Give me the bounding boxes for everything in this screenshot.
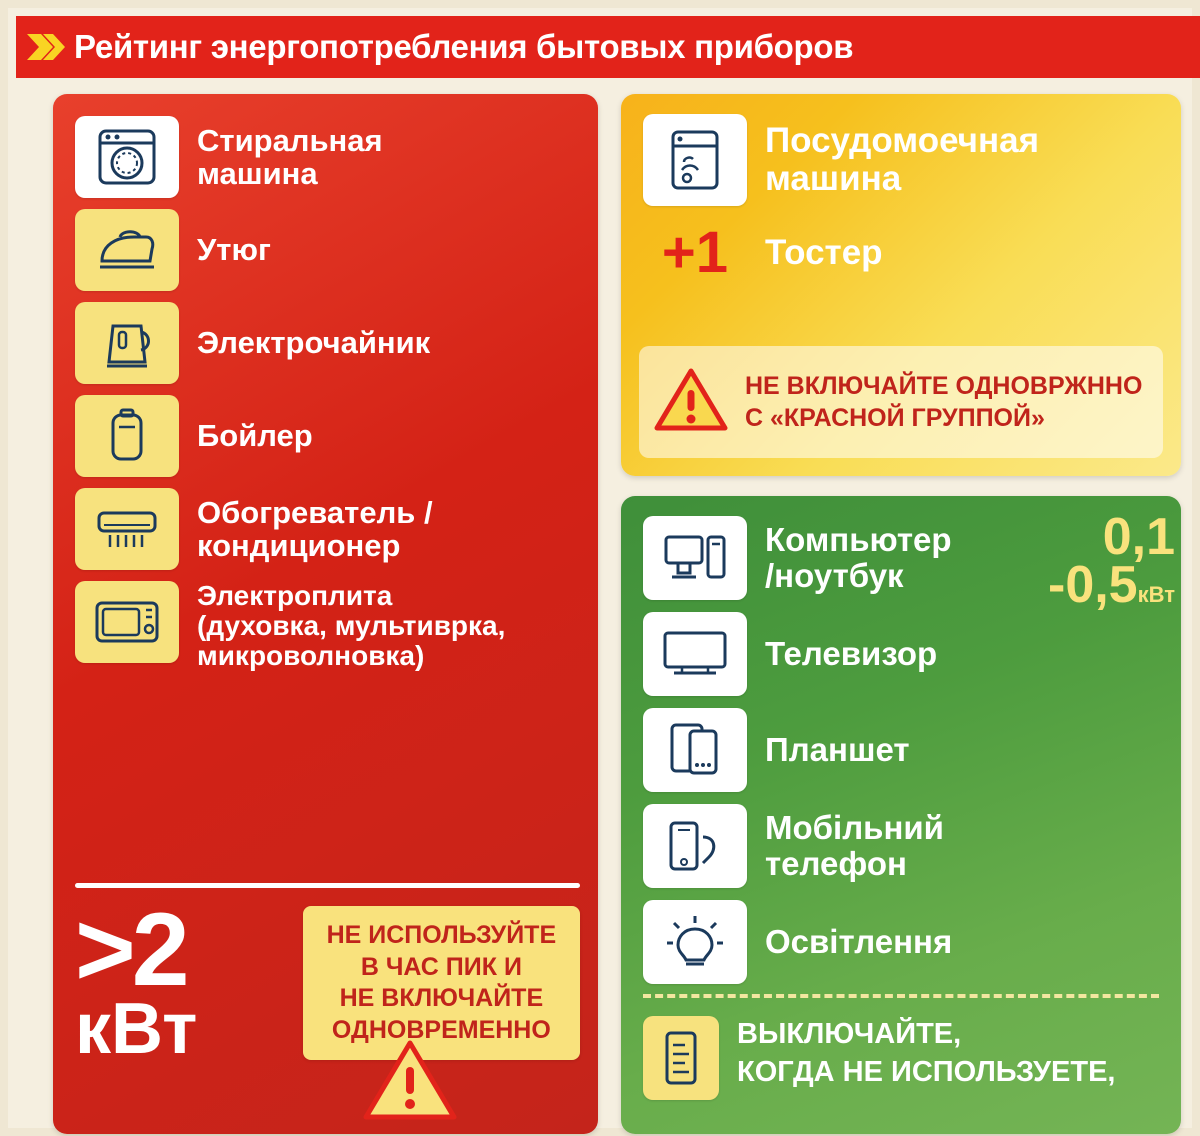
list-item <box>643 612 1163 696</box>
red-power-block <box>75 892 580 1106</box>
list-item <box>75 581 580 672</box>
page-title: Рейтинг энергопотребления бытовых приборов <box>74 28 854 65</box>
double-chevron-logo <box>16 16 74 78</box>
green-power-unit: кВт <box>1137 581 1175 607</box>
lightbulb-icon <box>643 900 747 984</box>
air-conditioner-icon <box>75 488 179 570</box>
list-item-label: Бойлер <box>197 418 313 454</box>
yellow-warning-box <box>639 346 1163 458</box>
yellow-group-panel <box>621 94 1181 476</box>
boiler-icon <box>75 395 179 477</box>
divider <box>75 883 580 888</box>
dashed-divider <box>643 994 1159 998</box>
list-item <box>643 114 1163 206</box>
red-group-panel <box>53 94 598 1134</box>
green-group-panel <box>621 496 1181 1134</box>
list-item-label: Компьютер /ноутбук <box>765 521 952 594</box>
green-power-badge <box>1043 508 1175 614</box>
electric-kettle-icon <box>75 302 179 384</box>
list-item <box>75 209 580 291</box>
right-column <box>621 94 1181 1134</box>
red-power-value-wrap <box>75 892 293 1070</box>
iron-icon <box>75 209 179 291</box>
washing-machine-icon <box>75 116 179 198</box>
red-group-note: НЕ ИСПОЛЬЗУЙТЕ В ЧАС ПИК И НЕ ВКЛЮЧАЙТЕ ОДНОВРЕМЕННО <box>303 906 580 1060</box>
green-footer-text: ВЫКЛЮЧАЙТЕ, КОГДА НЕ ИСПОЛЬЗУЕТЕ, <box>737 1018 1116 1088</box>
header <box>16 16 1200 78</box>
list-item <box>75 488 580 570</box>
list-item-label: Телевизор <box>765 635 938 673</box>
list-item <box>75 395 580 477</box>
yellow-warning-text: НЕ ВКЛЮЧАЙТЕ ОДНОВРЖННО С «КРАСНОЙ ГРУППОЙ» <box>745 371 1143 432</box>
list-item-label: Электрочайник <box>197 325 431 361</box>
dishwasher-icon <box>643 114 747 206</box>
light-switch-icon <box>643 1016 719 1100</box>
plus-one-value: +1 <box>661 220 729 285</box>
microwave-oven-icon <box>75 581 179 663</box>
warning-triangle-icon <box>653 366 729 439</box>
list-item-label: Посудомоечная машина <box>765 121 1040 198</box>
list-item-label: Планшет <box>765 731 910 769</box>
red-power-unit: кВт <box>75 989 198 1070</box>
green-footer <box>643 1016 1163 1100</box>
plus-one-label: Тостер <box>765 233 883 272</box>
list-item-label: Электроплита (духовка, мультиврка, микроволновка) <box>197 580 506 672</box>
yellow-group-list <box>643 114 1163 294</box>
content-area <box>16 86 1200 1136</box>
red-group-list <box>75 116 580 683</box>
list-item-label: Обогреватель / кондиционер <box>197 494 433 563</box>
list-item <box>643 900 1163 984</box>
list-item-label: Утюг <box>197 232 271 268</box>
warning-triangle-icon <box>362 1037 458 1128</box>
mobile-phone-icon <box>643 804 747 888</box>
television-icon <box>643 612 747 696</box>
desktop-computer-icon <box>643 516 747 600</box>
list-item-label: Мобільний телефон <box>765 809 944 882</box>
green-power-value-top: 0,1 <box>1102 508 1175 566</box>
list-item-label: Освітлення <box>765 923 953 961</box>
red-power-value: >2 <box>75 892 186 1008</box>
list-item <box>643 708 1163 792</box>
list-item <box>75 302 580 384</box>
tablet-icon <box>643 708 747 792</box>
green-power-value-bottom: -0,5кВт <box>1048 555 1175 614</box>
plus-one-row <box>643 220 1163 285</box>
list-item-label: Стиральная машина <box>197 122 383 191</box>
list-item <box>643 804 1163 888</box>
list-item <box>75 116 580 198</box>
